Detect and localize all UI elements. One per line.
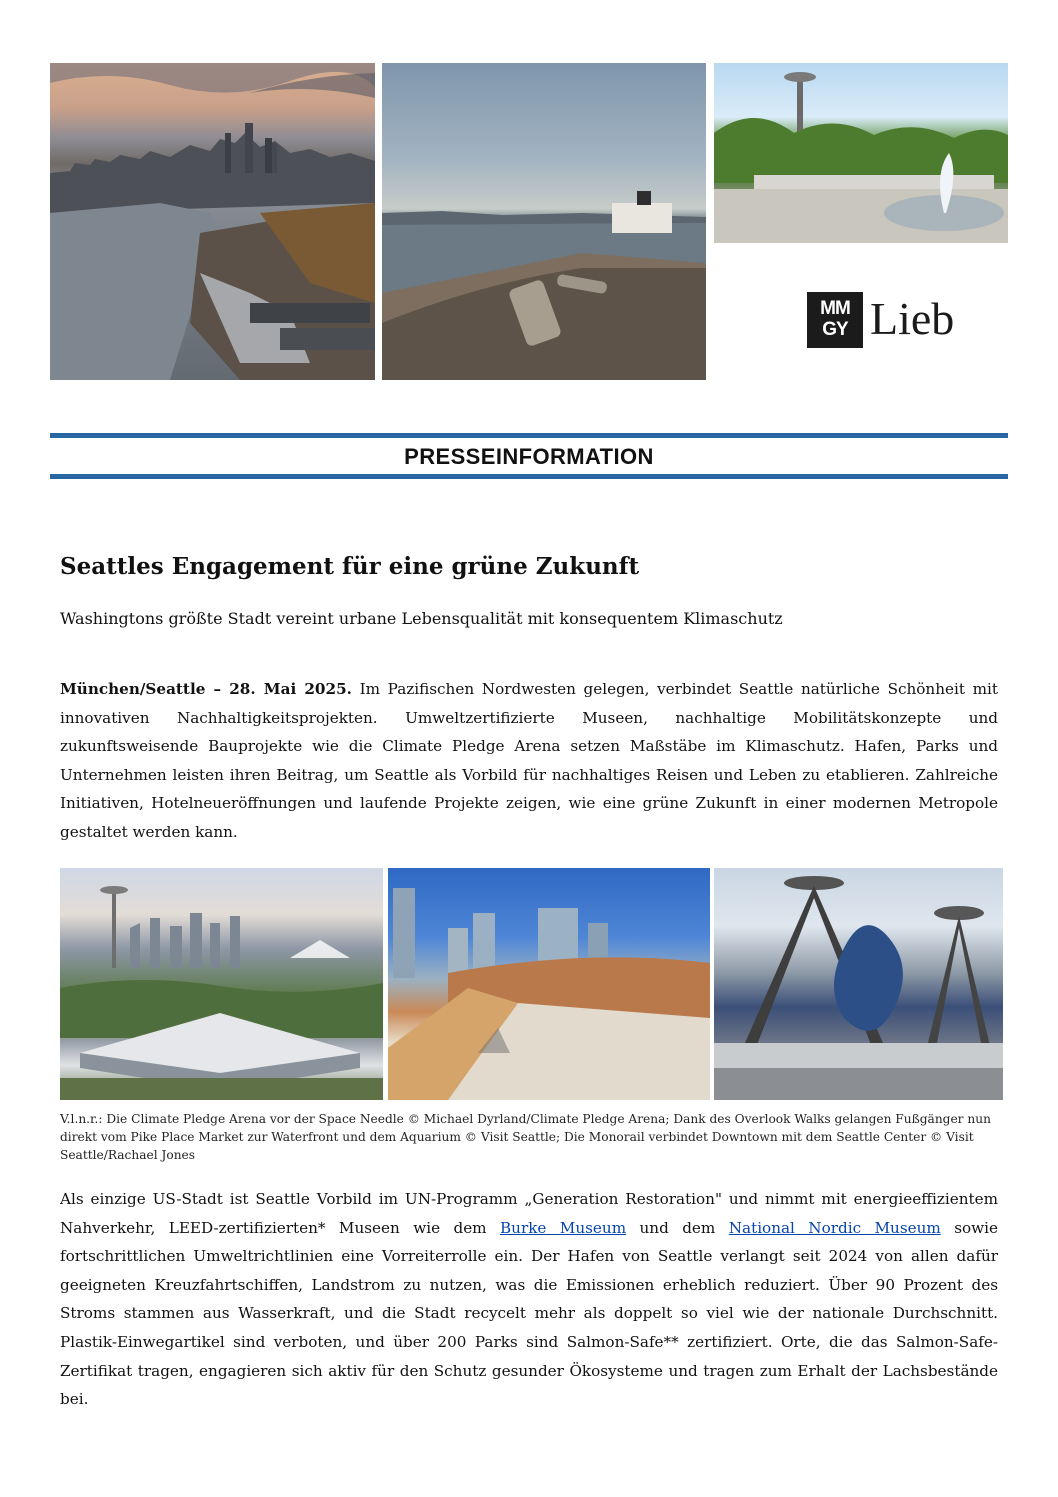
photo-beach-lighthouse	[382, 63, 706, 380]
photo-caption: V.l.n.r.: Die Climate Pledge Arena vor der Space Needle © Michael Dyrland/Climate Pledge Arena; Dank des Overlook Walks gelangen Fußgänger nun direkt vom Pike Place Market zur Waterfront und dem Aquarium © Visit Seattle; Die Monorail verbindet Downtown mit dem Seattle Center © Visit Seattle/Rachael Jones	[60, 1112, 991, 1163]
photo-overlook-walk-waterfront-art	[388, 868, 710, 1100]
photo-beach-lighthouse-art	[382, 63, 706, 380]
mmgy-lieb-logo	[807, 292, 977, 348]
photo-climate-pledge-arena	[60, 868, 383, 1100]
photo-monorail-space-needle	[714, 868, 1003, 1100]
photo-seattle-skyline-lake-union	[50, 63, 375, 380]
photo-climate-pledge-arena-art	[60, 868, 383, 1100]
body-text-part2: und dem	[626, 1218, 729, 1237]
dateline: München/Seattle – 28. Mai 2025.	[60, 680, 352, 698]
page-title: Seattles Engagement für eine grüne Zukunft	[60, 553, 640, 580]
mmgy-logo-mark	[807, 292, 863, 348]
national-nordic-museum-link[interactable]: National Nordic Museum	[728, 1218, 941, 1237]
presseinformation-title: PRESSEINFORMATION	[404, 444, 654, 469]
lead-text: Im Pazifischen Nordwesten gelegen, verbindet Seattle natürliche Schönheit mit innovativen Nachhaltigkeitsprojekten. Umweltzertifizierte Museen, nachhaltige Mobilitätskonzepte und zukunftsweisende Bauprojekte wie die Climate Pledge Arena setzen Maßstäbe im Klimaschutz. Hafen, Parks und Unternehmen leisten ihren Beitrag, um Seattle als Vorbild für nachhaltiges Reisen und Leben zu etablieren. Zahlreiche Initiativen, Hotelneueröffnungen und laufende Projekte zeigen, wie eine grüne Zukunft in einer modernen Metropole gestaltet werden kann.	[60, 680, 998, 841]
photo-monorail-space-needle-art	[714, 868, 1003, 1100]
logo-mark-line1: MM	[820, 298, 850, 319]
photo-space-needle-fountain	[714, 63, 1008, 243]
header-rule-top	[50, 433, 1008, 438]
photo-seattle-skyline-lake-union-art	[50, 63, 375, 380]
photo-space-needle-fountain-art	[714, 63, 1008, 243]
header-rule-bottom	[50, 474, 1008, 479]
burke-museum-link[interactable]: Burke Museum	[500, 1218, 627, 1237]
body-paragraph	[60, 1185, 998, 1414]
lead-paragraph	[60, 675, 998, 847]
body-text-part3: sowie fortschrittlichen Umweltrichtlinien eine Vorreiterrolle ein. Der Hafen von Seattle verlangt seit 2024 von allen dafür geeigneten Kreuzfahrtschiffen, Landstrom zu nutzen, was die Emissionen erheblich reduziert. Über 90 Prozent des Stroms stammen aus Wasserkraft, und die Stadt recycelt mehr als doppelt so viel wie der nationale Durchschnitt. Plastik-Einwegartikel sind verboten, und über 200 Parks sind Salmon-Safe** zertifiziert. Orte, die das Salmon-Safe-Zertifikat tragen, engagieren sich aktiv für den Schutz gesunder Ökosysteme und tragen zum Erhalt der Lachsbestände bei.	[60, 1218, 998, 1409]
page-subtitle: Washingtons größte Stadt vereint urbane Lebensqualität mit konsequentem Klimaschutz	[60, 609, 783, 628]
logo-mark-line2: GY	[822, 319, 848, 340]
photo-overlook-walk-waterfront	[388, 868, 710, 1100]
body-text-part1: Als einzige US-Stadt ist Seattle Vorbild im UN-Programm „Generation Restoration" und nimmt mit energieeffizientem Nahverkehr, LEED-zertifizierten* Museen wie dem	[60, 1190, 998, 1237]
logo-wordmark: Lieb	[870, 293, 955, 344]
